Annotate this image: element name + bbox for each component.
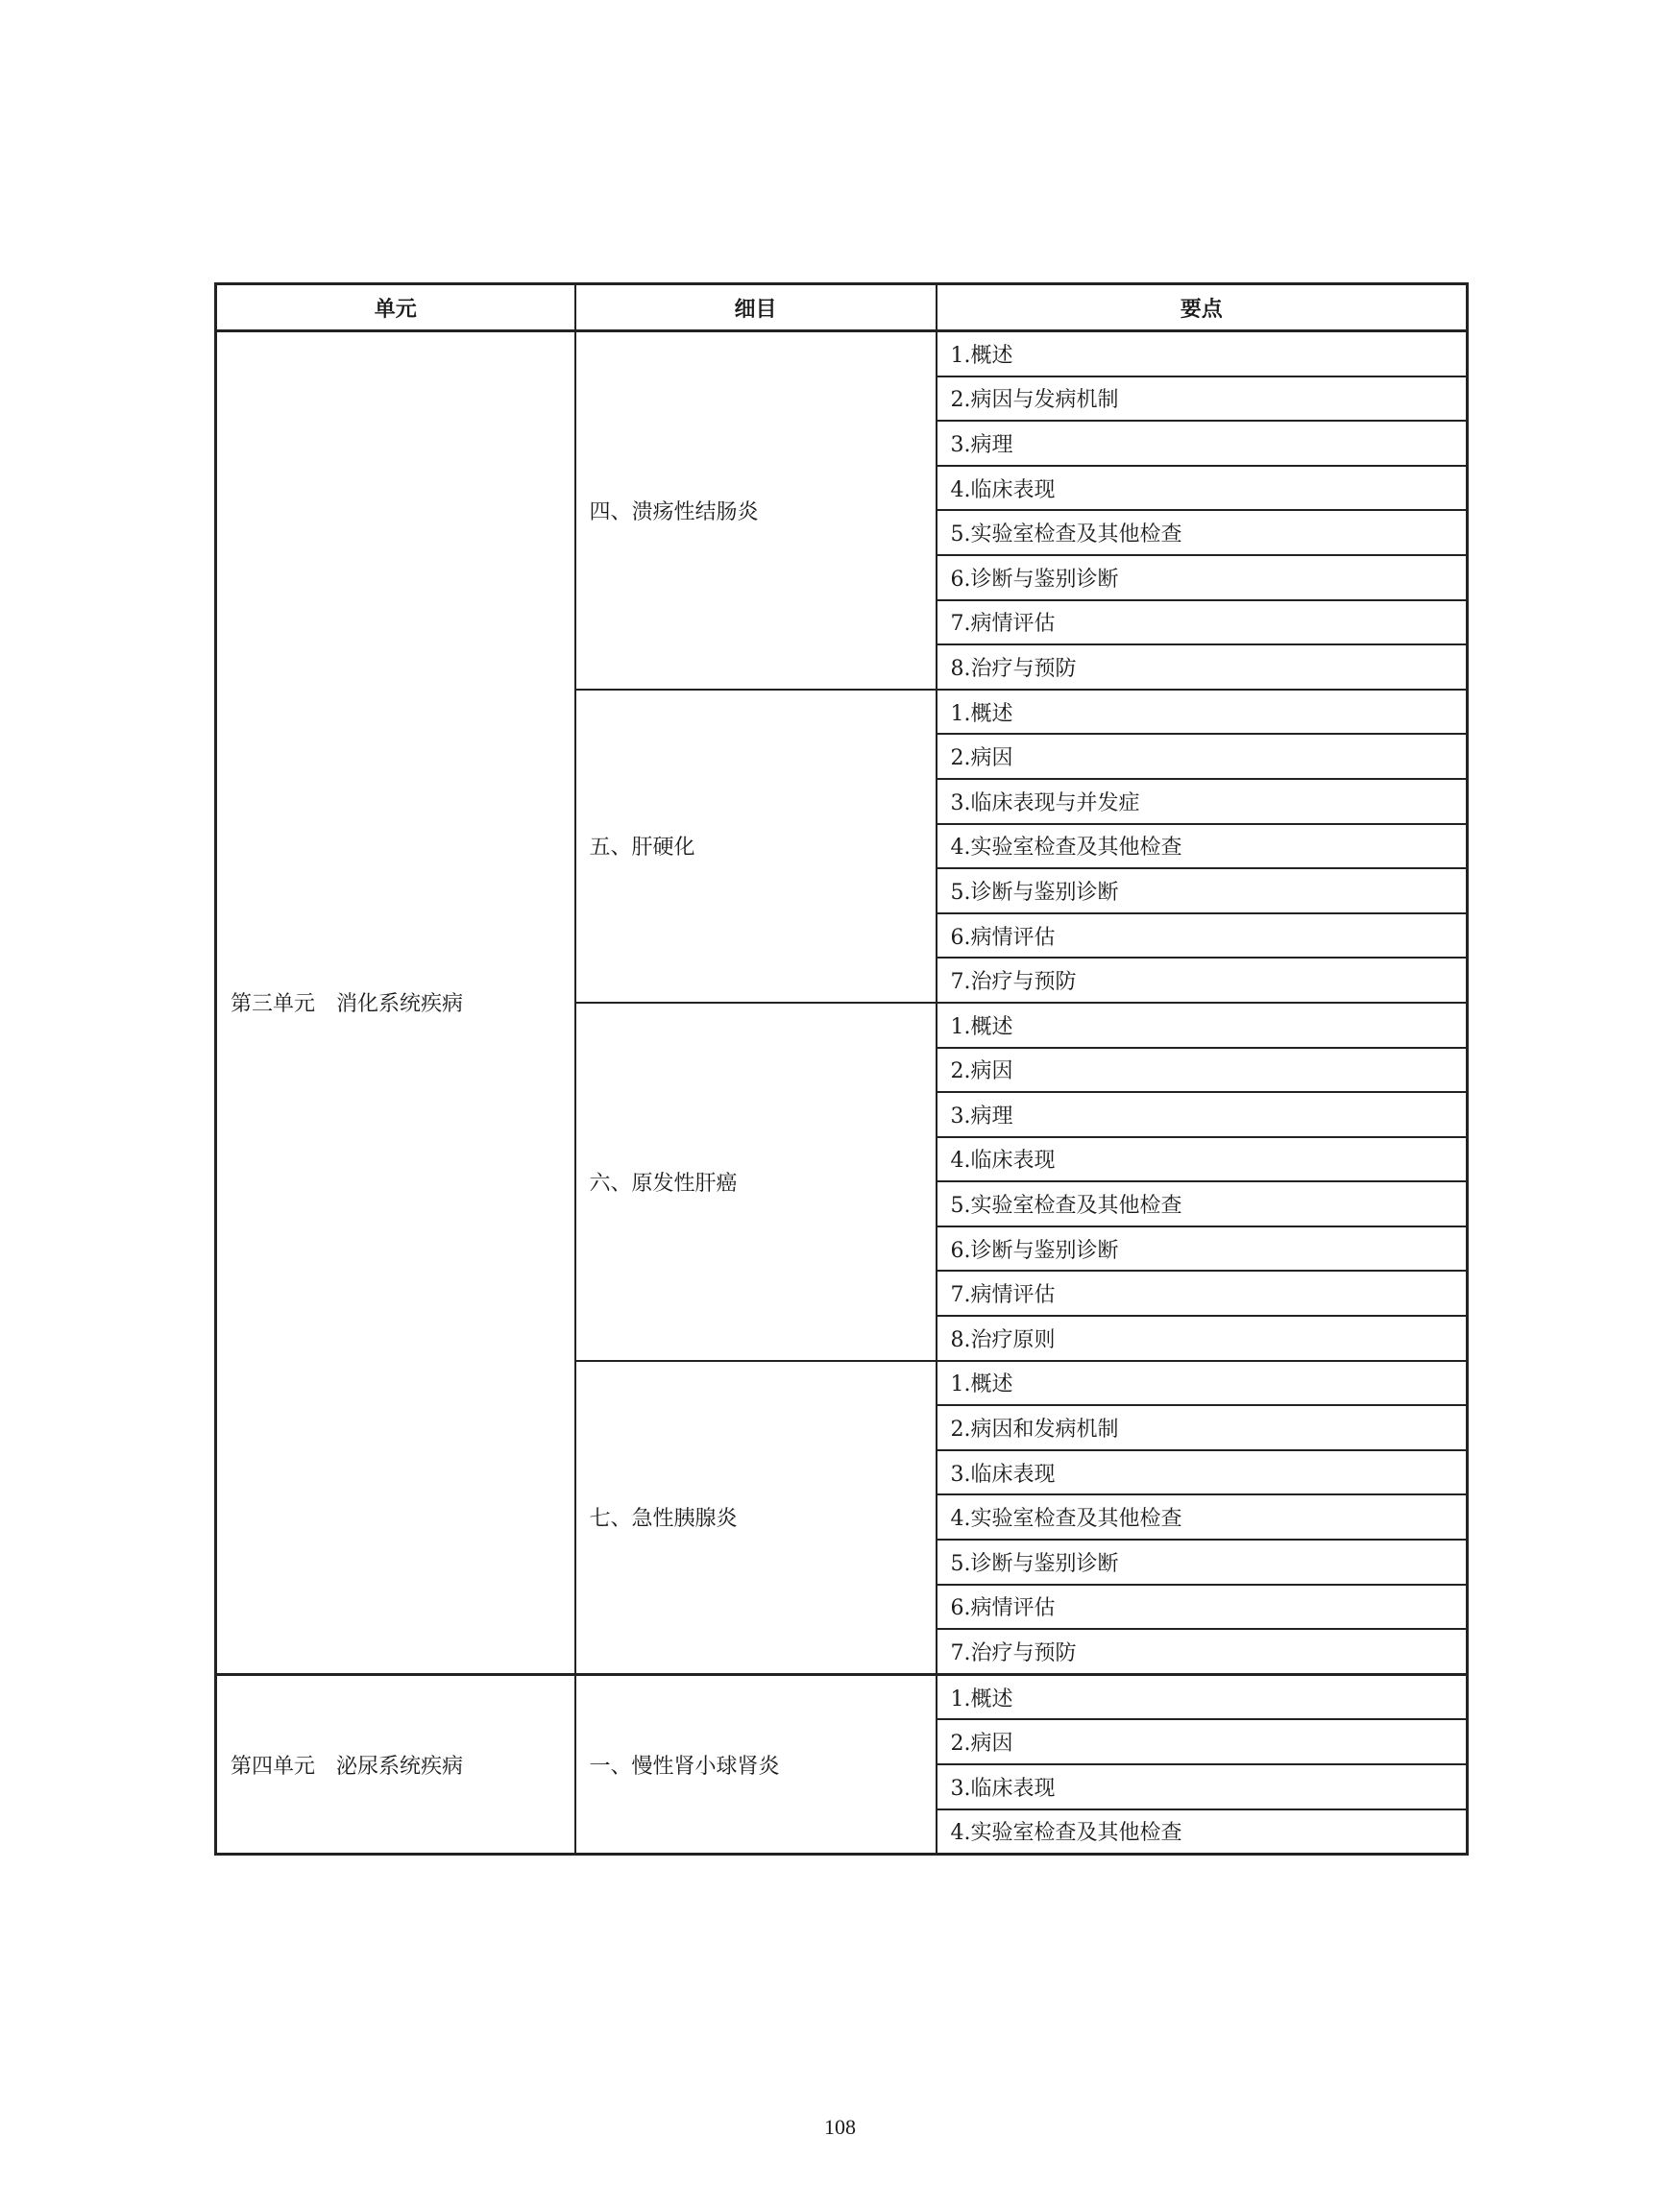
- page-number: 108: [824, 2115, 856, 2139]
- item-cell: 六、原发性肝癌: [575, 1003, 937, 1361]
- point-cell: 7.治疗与预防: [937, 958, 1468, 1003]
- point-cell: 1.概述: [937, 331, 1468, 376]
- point-cell: 5.实验室检查及其他检查: [937, 1181, 1468, 1226]
- point-cell: 5.诊断与鉴别诊断: [937, 868, 1468, 913]
- syllabus-table: [214, 282, 1469, 1856]
- point-cell: 4.实验室检查及其他检查: [937, 1809, 1468, 1855]
- point-cell: 1.概述: [937, 690, 1468, 735]
- header-points: 要点: [937, 284, 1468, 331]
- point-cell: 2.病因与发病机制: [937, 376, 1468, 422]
- item-cell: 七、急性胰腺炎: [575, 1361, 937, 1675]
- point-cell: 1.概述: [937, 1003, 1468, 1048]
- point-cell: 4.临床表现: [937, 1137, 1468, 1182]
- point-cell: 7.病情评估: [937, 600, 1468, 645]
- point-cell: 3.病理: [937, 1092, 1468, 1137]
- point-cell: 1.概述: [937, 1361, 1468, 1406]
- point-cell: 3.病理: [937, 421, 1468, 466]
- point-cell: 7.治疗与预防: [937, 1629, 1468, 1674]
- point-cell: 6.诊断与鉴别诊断: [937, 555, 1468, 600]
- point-cell: 3.临床表现: [937, 1450, 1468, 1495]
- table-row: [216, 1674, 1468, 1719]
- point-cell: 8.治疗原则: [937, 1316, 1468, 1361]
- unit-cell: 第三单元 消化系统疾病: [216, 331, 575, 1675]
- header-unit: 单元: [216, 284, 575, 331]
- point-cell: 2.病因: [937, 1719, 1468, 1764]
- point-cell: 6.病情评估: [937, 1585, 1468, 1630]
- point-cell: 3.临床表现与并发症: [937, 779, 1468, 824]
- point-cell: 2.病因: [937, 734, 1468, 779]
- item-cell: 五、肝硬化: [575, 690, 937, 1003]
- item-cell: 四、溃疡性结肠炎: [575, 331, 937, 690]
- point-cell: 8.治疗与预防: [937, 644, 1468, 690]
- table-row: [216, 331, 1468, 376]
- point-cell: 4.实验室检查及其他检查: [937, 1494, 1468, 1540]
- point-cell: 5.诊断与鉴别诊断: [937, 1540, 1468, 1585]
- unit-cell: 第四单元 泌尿系统疾病: [216, 1674, 575, 1854]
- item-cell: 一、慢性肾小球肾炎: [575, 1674, 937, 1854]
- point-cell: 7.病情评估: [937, 1271, 1468, 1316]
- point-cell: 1.概述: [937, 1674, 1468, 1719]
- point-cell: 2.病因和发病机制: [937, 1405, 1468, 1450]
- point-cell: 5.实验室检查及其他检查: [937, 510, 1468, 555]
- table-header-row: [216, 284, 1468, 331]
- point-cell: 3.临床表现: [937, 1764, 1468, 1809]
- point-cell: 2.病因: [937, 1048, 1468, 1093]
- point-cell: 6.病情评估: [937, 913, 1468, 959]
- point-cell: 6.诊断与鉴别诊断: [937, 1226, 1468, 1272]
- table-body: [216, 331, 1468, 1855]
- point-cell: 4.临床表现: [937, 466, 1468, 511]
- header-item: 细目: [575, 284, 937, 331]
- point-cell: 4.实验室检查及其他检查: [937, 824, 1468, 869]
